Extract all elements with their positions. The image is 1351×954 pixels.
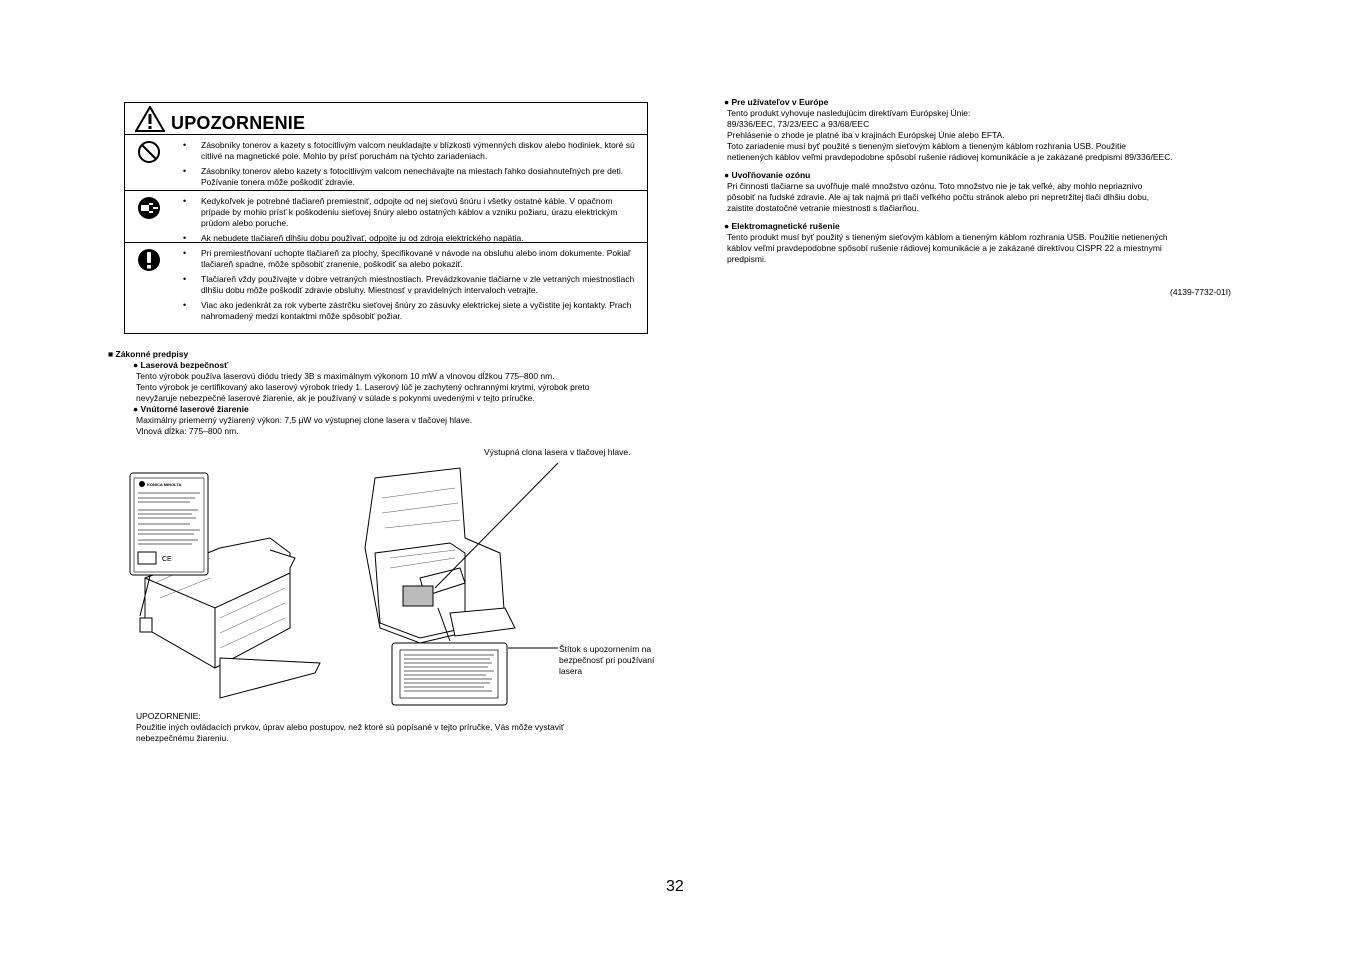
label-caption-line: lasera <box>559 666 583 676</box>
europe-line: Toto zariadenie musí byť použité s tieneným sieťovým káblom a tieneným káblom rozhrania USB. Použitie <box>727 141 1126 151</box>
warning-note-line: nebezpečnému žiareniu. <box>136 733 229 743</box>
brand-logo-text: KONICA MINOLTA <box>147 482 182 487</box>
europe-line: netienených káblov veľmi pravdepodobne spôsobí rušenie rádiovej komunikácie a je zakázané predpismi 89/336/EEC. <box>727 152 1173 162</box>
unplug-icon <box>137 196 161 220</box>
legal-heading: ■ Zákonné predpisy <box>108 349 189 359</box>
internal-radiation-heading: ● Vnútorné laserové žiarenie <box>133 404 249 414</box>
document-code: (4139-7732-01I) <box>1170 287 1231 297</box>
caution-box <box>124 102 648 334</box>
label-caption-line: Štítok s upozornením na <box>559 644 652 654</box>
caution-item: • Pri premiestňovaní uchopte tlačiareň za plochy, špecifikované v návode na obsluhu alebo inom dokumente. Pokiaľ tlačiareň spadne, môže spôsobiť zranenie, poškodiť sa alebo pokaziť. <box>183 248 638 270</box>
caution-header <box>125 103 647 135</box>
caution-title: UPOZORNENIE <box>171 113 306 133</box>
emi-line: predpismi. <box>727 254 767 264</box>
ce-mark: CE <box>162 556 172 563</box>
ozone-line: zaistite dostatočné vetranie miestnosti s tlačiarňou. <box>727 203 919 213</box>
page-number: 32 <box>666 878 684 895</box>
europe-heading: ● Pre užívateľov v Európe <box>724 97 829 107</box>
europe-line: Prehlásenie o zhode je platné iba v krajinách Európskej Únie alebo EFTA. <box>727 130 1005 140</box>
aperture-label: Výstupná clona lasera v tlačovej hlave. <box>484 447 631 457</box>
caution-item: • Ak nebudete tlačiareň dlhšiu dobu používať, odpojte ju od zdroja elektrického napätia. <box>183 233 638 244</box>
caution-item: • Viac ako jedenkrát za rok vyberte zástrčku sieťovej šnúry zo zásuvky elektrickej siete a vyčistite jej kontakty. Prach nahromadený medzi kontaktmi môže spôsobiť požiar. <box>183 300 638 322</box>
europe-line: 89/336/EEC, 73/23/EEC a 93/68/EEC <box>727 119 870 129</box>
ozone-line: Pri činnosti tlačiarne sa uvoľňuje malé množstvo ozónu. Toto množstvo nie je tak veľké, aby mohlo nepriaznivo <box>727 181 1143 191</box>
emi-line: káblov veľmi pravdepodobne spôsobí rušenie rádiovej komunikácie a je zakázané direktívou CISPR 22 a miestnymi <box>727 243 1162 253</box>
laser-line: nevyžaruje nebezpečné laserové žiarenie, ak je používaný v súlade s pokynmi uvedenými v tejto príručke. <box>136 393 535 403</box>
laser-line: Tento výrobok používa laserovú diódu triedy 3B s maximálnym výkonom 10 mW a vlnovou dĺžkou 775–800 nm. <box>136 371 555 381</box>
ozone-heading: ● Uvoľňovanie ozónu <box>724 170 811 180</box>
laser-line: Tento výrobok je certifikovaný ako laserový výrobok triedy 1. Laserový lúč je zachytený ochrannými krytmi, výrobok preto <box>136 382 590 392</box>
caution-item: • Kedykoľvek je potrebné tlačiareň premiestniť, odpojte od nej sieťovú šnúru i všetky ostatné káble. V opačnom prípade by mohlo prísť k poškodeniu sieťovej šnúry alebo ostatných káblov a vzniku požiaru, úrazu elektrickým prúdom alebo poruche. <box>183 196 638 229</box>
caution-item: • Tlačiareň vždy používajte v dobre vetraných miestnostiach. Prevádzkovanie tlačiarne v zle vetraných miestnostiach dlhšiu dobu môže poškodiť zdravie obsluhy. Miestnosť v pravidelných intervaloch vetrajte. <box>183 274 638 296</box>
label-caption-line: bezpečnosť pri používaní <box>559 655 655 665</box>
prohibited-icon <box>137 140 161 164</box>
laser-safety-heading: ● Laserová bezpečnosť <box>133 360 229 370</box>
caution-item: • Zásobníky tonerov alebo kazety s fotocitlivým valcom nenechávajte na miestach ľahko dosiahnuteľných pre deti. Požívanie tonera môže poškodiť zdravie. <box>183 166 638 188</box>
exclamation-icon <box>137 248 161 272</box>
warning-triangle-icon <box>135 106 165 132</box>
caution-row-power <box>125 191 647 243</box>
caution-item: • Zásobníky tonerov a kazety s fotocitlivým valcom neukladajte v blízkosti výmenných diskov alebo hodiniek, ktoré sú citlivé na magnetické pole. Mohlo by prísť poruchám na týchto zariadeniach. <box>183 140 638 162</box>
caution-row-storage <box>125 135 647 191</box>
warning-note-line: Použitie iných ovládacích prvkov, úprav alebo postupov, než ktoré sú popísané v tejto príručke, Vás môže vystaviť <box>136 722 565 732</box>
internal-line: Maximálny priemerný vyžiarený výkon: 7,5 μW vo výstupnej clone lasera v tlačovej hlave. <box>136 415 473 425</box>
internal-line: Vlnová dĺžka: 775–800 nm. <box>136 426 239 436</box>
printer-illustration <box>120 458 560 708</box>
ozone-line: pôsobiť na ľudské zdravie. Ale aj tak najmä pri tlači veľkého počtu stránok alebo pri nepretržitej tlači dlhšiu dobu, <box>727 192 1150 202</box>
emi-heading: ● Elektromagnetické rušenie <box>724 221 840 231</box>
emi-line: Tento produkt musí byť použitý s tieneným sieťovým káblom a tieneným káblom rozhrania USB. Použitie netienených <box>727 232 1168 242</box>
warning-note-title: UPOZORNENIE: <box>136 711 201 721</box>
caution-row-handling <box>125 243 647 333</box>
europe-line: Tento produkt vyhovuje nasledujúcim direktívam Európskej Únie: <box>727 108 971 118</box>
